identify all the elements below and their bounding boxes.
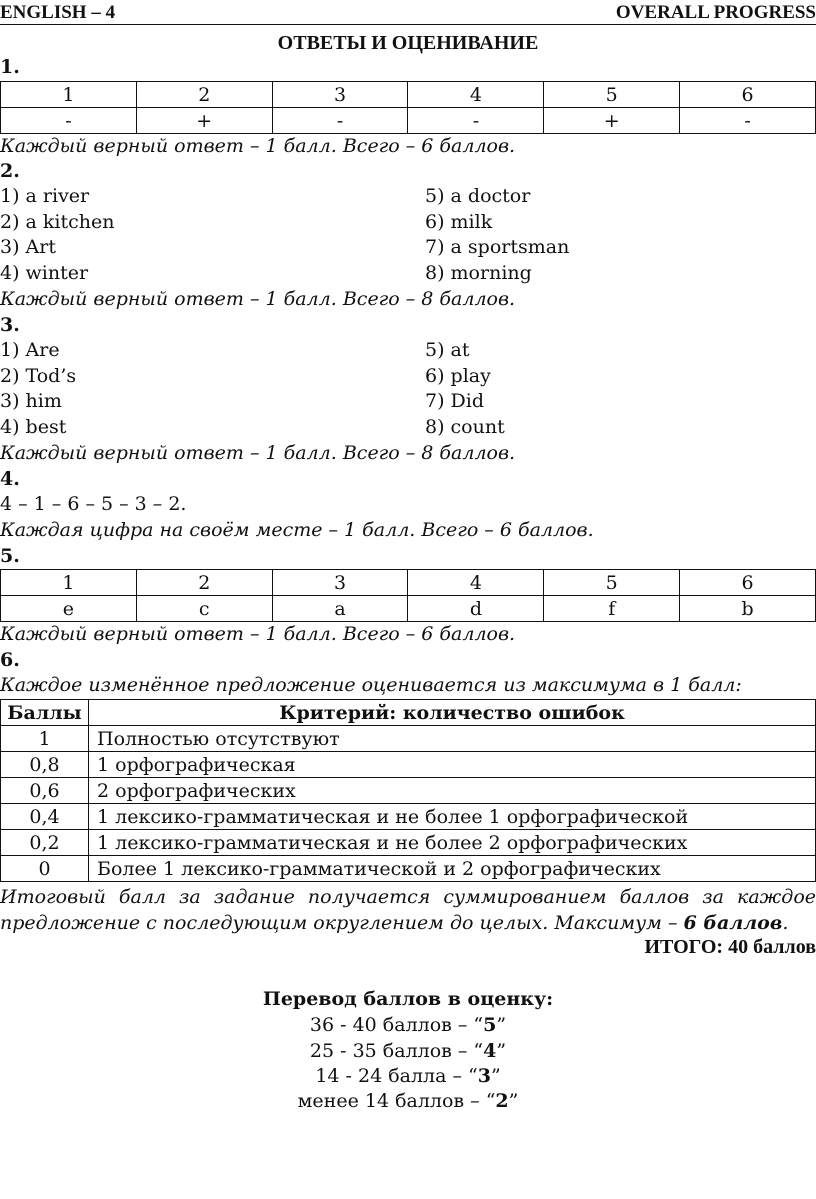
- table-cell: 4: [408, 570, 544, 596]
- table-cell: 1: [1, 570, 137, 596]
- range-text: 14 - 24 балла – “: [315, 1065, 478, 1087]
- table-cell: b: [680, 596, 816, 622]
- table-cell: -: [272, 108, 408, 134]
- table-row: [1, 752, 816, 778]
- table-cell: +: [544, 108, 680, 134]
- list-item: 3) Art: [0, 236, 56, 258]
- grand-total: ИТОГО: 40 баллов: [644, 936, 816, 958]
- table-cell: 3: [272, 570, 408, 596]
- table-cell: e: [1, 596, 137, 622]
- list-item: 8) count: [425, 416, 505, 438]
- list-item: 4) winter: [0, 262, 89, 284]
- table-row: [1, 830, 816, 856]
- quote-close: ”: [496, 1040, 507, 1062]
- list-item: 5) a doctor: [425, 185, 531, 207]
- criterion-cell: 2 орфографических: [89, 778, 816, 804]
- criterion-cell: Полностью отсутствуют: [89, 726, 816, 752]
- table-cell: 4: [408, 82, 544, 108]
- table-cell: c: [136, 596, 272, 622]
- task-5-note: Каждый верный ответ – 1 балл. Всего – 6 баллов.: [0, 623, 516, 645]
- table-row: [1, 804, 816, 830]
- criterion-cell: 1 лексико-грамматическая и не более 1 орфографической: [89, 804, 816, 830]
- task-5-table: [0, 569, 816, 622]
- table-row: [1, 570, 816, 596]
- grade-value: 5: [483, 1014, 497, 1036]
- grade-value: 4: [483, 1040, 497, 1062]
- summary-text: Итоговый балл за задание получается суммированием баллов за каждое предложение с последующим округлением до целых. Максимум –: [0, 886, 816, 934]
- points-cell: 1: [1, 726, 89, 752]
- table-row: [1, 596, 816, 622]
- table-cell: 2: [136, 570, 272, 596]
- task-6-summary: [0, 884, 816, 936]
- list-item: 6) milk: [425, 211, 493, 233]
- conversion-row: [0, 1040, 816, 1062]
- table-cell: 5: [544, 82, 680, 108]
- task-3-note: Каждый верный ответ – 1 балл. Всего – 8 баллов.: [0, 442, 516, 464]
- range-text: менее 14 баллов – “: [297, 1090, 496, 1112]
- range-text: 25 - 35 баллов – “: [309, 1040, 484, 1062]
- conversion-title: Перевод баллов в оценку:: [262, 988, 554, 1010]
- table-cell: -: [1, 108, 137, 134]
- task-2-number: 2.: [0, 160, 20, 182]
- points-cell: 0,6: [1, 778, 89, 804]
- table-cell: a: [272, 596, 408, 622]
- task-5-number: 5.: [0, 545, 20, 567]
- table-cell: +: [136, 108, 272, 134]
- list-item: 2) a kitchen: [0, 211, 115, 233]
- table-row: [1, 108, 816, 134]
- task-4-number: 4.: [0, 468, 20, 490]
- page-header: [0, 2, 816, 25]
- table-row: [1, 82, 816, 108]
- table-cell: 5: [544, 570, 680, 596]
- list-item: 1) Are: [0, 339, 60, 361]
- quote-close: ”: [490, 1065, 501, 1087]
- task-1-table: [0, 81, 816, 134]
- range-text: 36 - 40 баллов – “: [309, 1014, 484, 1036]
- task-3-number: 3.: [0, 314, 20, 336]
- points-cell: 0,8: [1, 752, 89, 778]
- grade-value: 2: [495, 1090, 509, 1112]
- table-row: [1, 856, 816, 882]
- summary-max: 6 баллов: [683, 912, 783, 934]
- points-cell: 0: [1, 856, 89, 882]
- task-6-intro: Каждое изменённое предложение оценивается из максимума в 1 балл:: [0, 674, 742, 696]
- list-item: 5) at: [425, 339, 470, 361]
- table-cell: 2: [136, 82, 272, 108]
- criterion-cell: 1 лексико-грамматическая и не более 2 орфографических: [89, 830, 816, 856]
- criterion-cell: Более 1 лексико-грамматической и 2 орфографических: [89, 856, 816, 882]
- task-1-number: 1.: [0, 56, 20, 78]
- list-item: 2) Tod’s: [0, 365, 77, 387]
- table-cell: 1: [1, 82, 137, 108]
- page-title: ОТВЕТЫ И ОЦЕНИВАНИЕ: [277, 32, 539, 54]
- table-cell: -: [680, 108, 816, 134]
- list-item: 4) best: [0, 416, 67, 438]
- points-cell: 0,2: [1, 830, 89, 856]
- conversion-row: [0, 1065, 816, 1087]
- task-4-sequence: 4 – 1 – 6 – 5 – 3 – 2.: [0, 493, 187, 515]
- table-cell: 6: [680, 570, 816, 596]
- table-row: [1, 778, 816, 804]
- column-header-criterion: Критерий: количество ошибок: [89, 700, 816, 726]
- table-cell: f: [544, 596, 680, 622]
- list-item: 7) a sportsman: [425, 236, 570, 258]
- conversion-row: [0, 1090, 816, 1112]
- table-row: [1, 726, 816, 752]
- table-header-row: [1, 700, 816, 726]
- list-item: 3) him: [0, 390, 62, 412]
- criterion-cell: 1 орфографическая: [89, 752, 816, 778]
- task-4-note: Каждая цифра на своём месте – 1 балл. Всего – 6 баллов.: [0, 519, 594, 541]
- list-item: 1) a river: [0, 185, 90, 207]
- table-cell: 3: [272, 82, 408, 108]
- quote-close: ”: [496, 1014, 507, 1036]
- task-2-note: Каждый верный ответ – 1 балл. Всего – 8 баллов.: [0, 288, 516, 310]
- quote-close: ”: [508, 1090, 519, 1112]
- points-cell: 0,4: [1, 804, 89, 830]
- header-section: OVERALL PROGRESS: [615, 2, 816, 23]
- criteria-table: [0, 699, 816, 882]
- task-1-note: Каждый верный ответ – 1 балл. Всего – 6 баллов.: [0, 135, 516, 157]
- column-header-points: Баллы: [1, 700, 89, 726]
- header-subject: ENGLISH – 4: [0, 2, 116, 23]
- table-cell: -: [408, 108, 544, 134]
- task-6-number: 6.: [0, 649, 20, 671]
- list-item: 8) morning: [425, 262, 532, 284]
- table-cell: d: [408, 596, 544, 622]
- grade-value: 3: [477, 1065, 491, 1087]
- summary-end: .: [782, 912, 789, 934]
- list-item: 7) Did: [425, 390, 485, 412]
- table-cell: 6: [680, 82, 816, 108]
- conversion-row: [0, 1014, 816, 1036]
- list-item: 6) play: [425, 365, 491, 387]
